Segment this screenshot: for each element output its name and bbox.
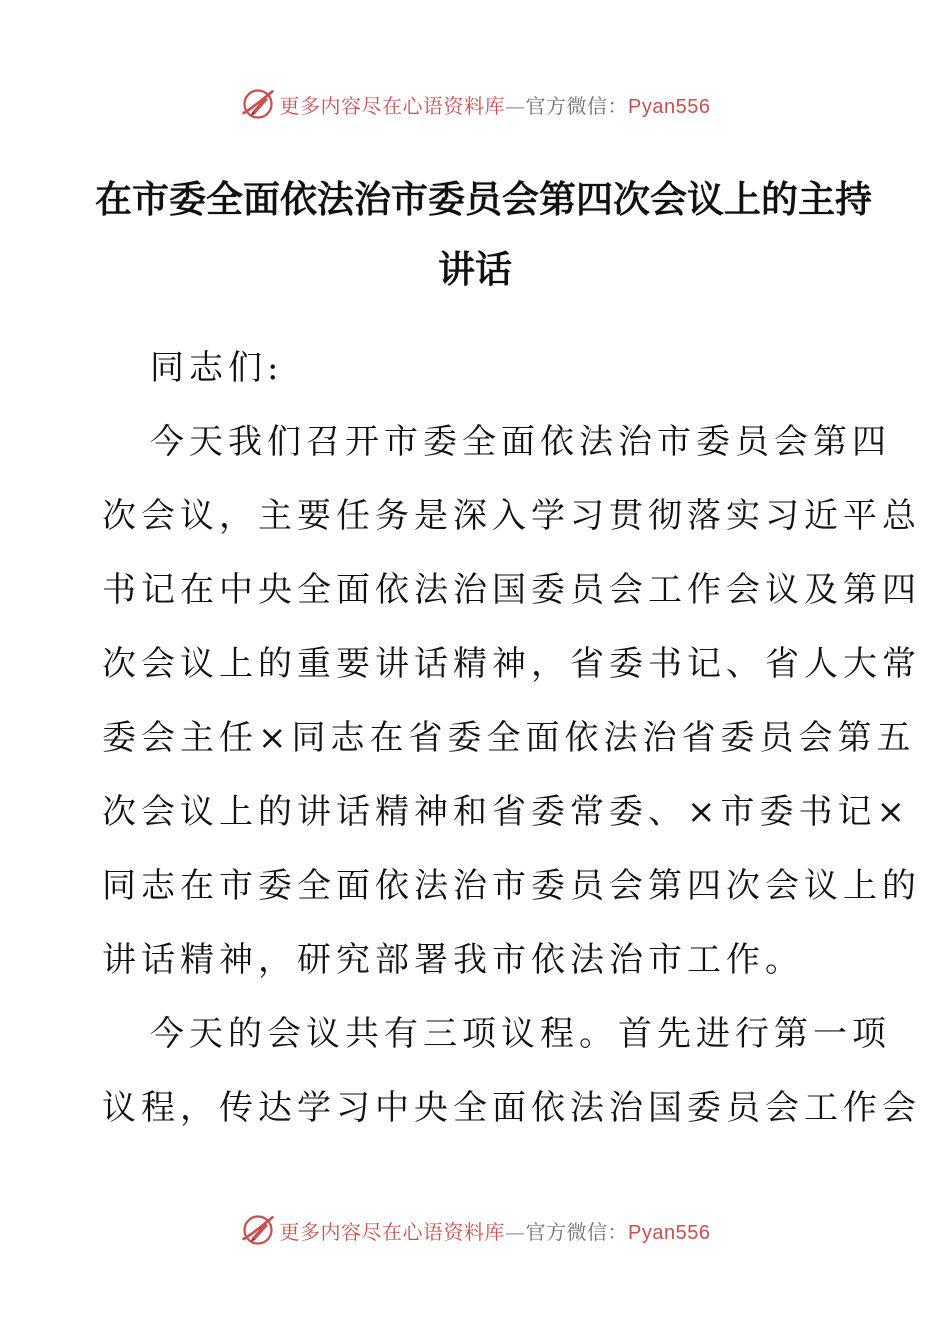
para1-line: 委会主任×同志在省委全面依法治省委员会第五 [102,718,916,758]
para2-line: 今天的会议共有三项议程。首先进行第一项 [150,1014,891,1054]
page-title [95,165,872,305]
para2-line: 议程，传达学习中央全面依法治国委员会工作会 [102,1088,921,1128]
para1-line: 书记在中央全面依法治国委员会工作会议及第四 [102,570,921,610]
para1-line: 次会议上的讲话精神和省委常委、×市委书记× [102,792,910,832]
header-account: Pyan556 [628,95,711,118]
greeting-paragraph [102,331,848,405]
body-paragraph-1 [102,405,921,997]
header-dash: — [505,93,526,118]
footer-banner [0,1210,950,1250]
title-line-2: 讲话 [438,248,512,291]
title-line-1: 在市委全面依法治市委员会第四次会议上的主持 [95,178,872,221]
para1-line: 次会议上的重要讲话精神，省委书记、省人大常 [102,644,921,684]
header-red-text: 更多内容尽在心语资料库 [279,93,506,118]
greeting-line: 同志们: [150,348,284,388]
footer-dash: — [505,1219,526,1244]
footer-gray-text: 官方微信： [525,1219,629,1244]
body-paragraph-2 [102,997,921,1145]
para1-line: 次会议，主要任务是深入学习贯彻落实习近平总 [102,496,921,536]
pen-circle-logo-icon [240,1212,276,1248]
header-gray-text: 官方微信： [525,93,629,118]
pen-circle-logo-icon [240,86,276,122]
para1-line: 讲话精神，研究部署我市依法治市工作。 [102,940,804,980]
para1-line: 今天我们召开市委全面依法治市委员会第四 [150,422,891,462]
footer-red-text: 更多内容尽在心语资料库 [279,1219,506,1244]
header-text [280,90,711,119]
para1-line: 同志在市委全面依法治市委员会第四次会议上的 [102,866,921,906]
footer-text [280,1216,711,1245]
footer-account: Pyan556 [628,1221,711,1244]
header-banner [0,84,950,124]
